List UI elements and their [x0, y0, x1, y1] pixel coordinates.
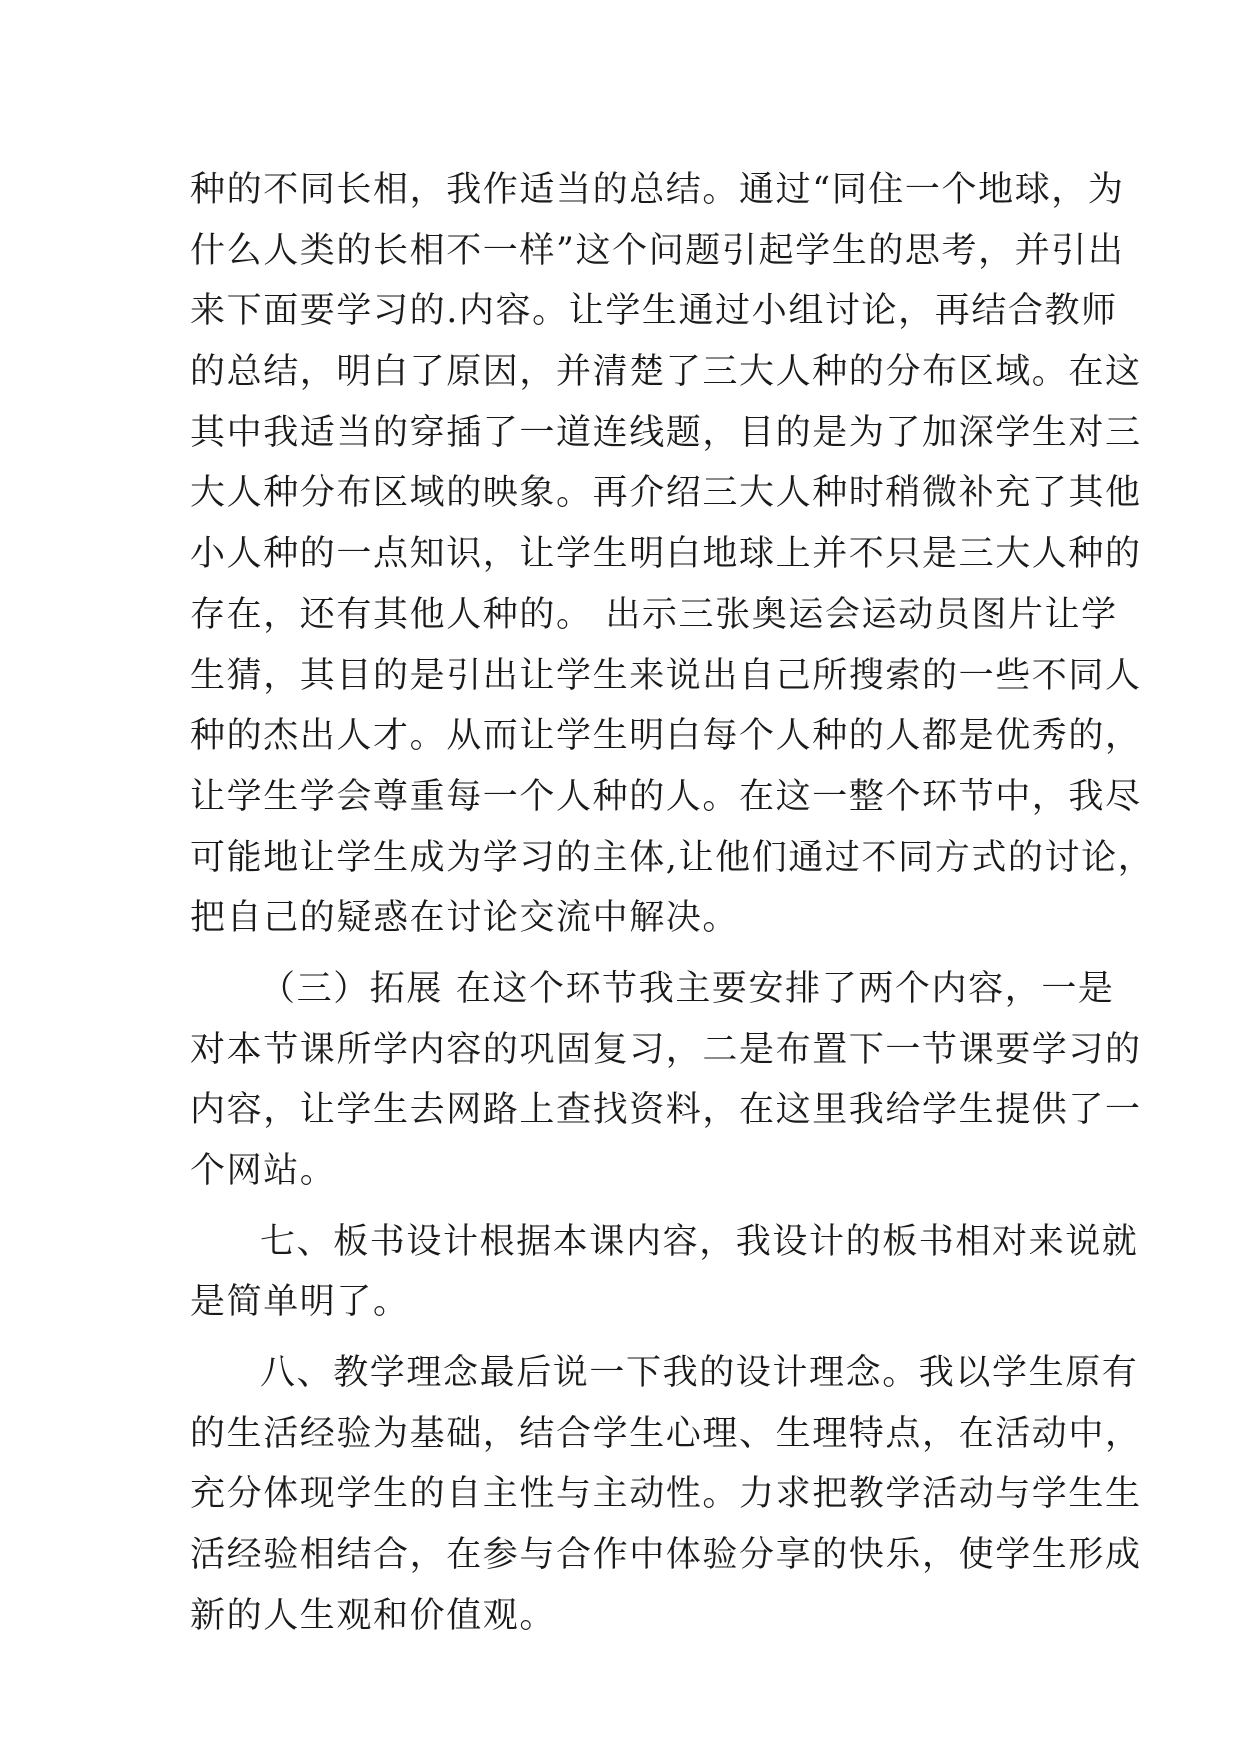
paragraph-spacer [190, 1202, 1070, 1212]
text-line: 充分体现学生的自主性与主动性。力求把教学活动与学生生 [190, 1474, 1142, 1515]
text-line: （三）拓展 在这个环节我主要安排了两个内容，一是 [260, 968, 1115, 1009]
text-line: 种的不同长相，我作适当的总结。通过“同住一个地球，为 [190, 170, 1125, 210]
text-line: 活经验相结合，在参与合作中体验分享的快乐，使学生形成 [190, 1535, 1142, 1576]
text-line: 内容，让学生去网路上查找资料，在这里我给学生提供了一 [190, 1090, 1142, 1131]
text-line: 八、教学理念最后说一下我的设计理念。我以学生原有 [260, 1353, 1139, 1394]
text-line: 来下面要学习的.内容。让学生通过小组讨论，再结合教师 [190, 291, 1118, 332]
text-line: 把自己的疑惑在讨论交流中解决。 [190, 898, 740, 939]
text-line: 小人种的一点知识，让学生明白地球上并不只是三大人种的 [190, 534, 1142, 575]
paragraph-4 [190, 1343, 1142, 1646]
text-line: 对本节课所学内容的巩固复习，二是布置下一节课要学习的 [190, 1029, 1142, 1070]
text-line: 什么人类的长相不一样”这个问题引起学生的思考，并引出 [190, 230, 1125, 271]
text-line: 个网站。 [190, 1151, 337, 1191]
paragraph-spacer [190, 949, 1070, 959]
text-line: 存在，还有其他人种的。 出示三张奥运会运动员图片让学 [190, 594, 1118, 635]
paragraph-3 [190, 1212, 1139, 1333]
text-line: 大人种分布区域的映象。再介绍三大人种时稍微补充了其他 [190, 473, 1142, 514]
text-line: 生猜，其目的是引出让学生来说出自己所搜索的一些不同人 [190, 655, 1142, 696]
text-line: 其中我适当的穿插了一道连线题，目的是为了加深学生对三 [190, 412, 1142, 453]
paragraph-1 [190, 160, 1155, 949]
paragraph-2 [190, 959, 1142, 1202]
text-line: 的生活经验为基础，结合学生心理、生理特点，在活动中， [190, 1413, 1142, 1454]
document-body [190, 160, 1155, 1647]
text-line: 新的人生观和价值观。 [190, 1595, 557, 1636]
paragraph-spacer [190, 1333, 1070, 1343]
text-line: 的总结，明白了原因，并清楚了三大人种的分布区域。在这 [190, 352, 1142, 393]
text-line: 种的杰出人才。从而让学生明白每个人种的人都是优秀的， [190, 716, 1142, 757]
text-line: 七、板书设计根据本课内容，我设计的板书相对来说就 [260, 1221, 1139, 1262]
text-line: 是简单明了。 [190, 1282, 410, 1323]
text-line: 让学生学会尊重每一个人种的人。在这一整个环节中，我尽 [190, 776, 1142, 817]
text-line: 可能地让学生成为学习的主体,让他们通过不同方式的讨论， [190, 837, 1155, 878]
